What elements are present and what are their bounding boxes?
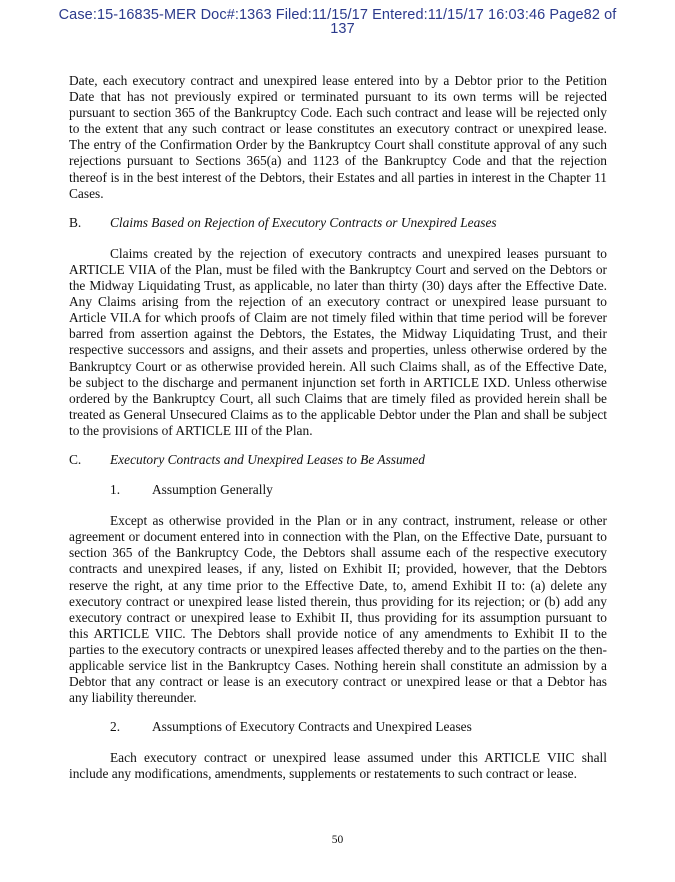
section-title-c: Executory Contracts and Unexpired Leases to Be Assumed <box>110 451 425 467</box>
section-letter-c: C. <box>69 451 82 467</box>
case-header-line2: 137 <box>330 21 355 37</box>
case-header-line1: Case:15-16835-MER Doc#:1363 Filed:11/15/17 Entered:11/15/17 16:03:46 Page82 of <box>58 7 617 23</box>
paragraph-assumption-generally: Except as otherwise provided in the Plan or in any contract, instrument, release or other agreement or document entered into in connection with the Plan, on the Effective Date, pursuant to section 365 of the Bankruptcy Code, the Debtors shall assume each of the respective executory contracts and unexpired leases, if any, listed on Exhibit II; provided, however, that the Debtors reserve the right, at any time prior to the Effective Date, to, amend Exhibit II to: (a) delete any executory contract or unexpired lease listed therein, thus providing for its rejection; or (b) add any executory contract or unexpired lease to Exhibit II, thus providing for its assumption pursuant to this ARTICLE VIIC. The Debtors shall provide notice of any amendments to Exhibit II to the parties to the executory contracts or unexpired leases affected thereby and to the parties on the then-applicable service list in the Bankruptcy Cases. Nothing herein shall constitute an admission by a Debtor that any contract or lease is an executory contract or unexpired lease or that a Debtor has any liability thereunder. <box>69 513 607 706</box>
paragraph-assumptions-modifications: Each executory contract or unexpired lease assumed under this ARTICLE VIIC shall include any modifications, amendments, supplements or restatements to such contract or lease. <box>69 750 607 782</box>
document-body <box>69 73 607 783</box>
paragraph-rejection-claims: Claims created by the rejection of executory contracts and unexpired leases pursuant to ARTICLE VIIA of the Plan, must be filed with the Bankruptcy Court and served on the Debtors or the Midway Liquidating Trust, as applicable, no later than thirty (30) days after the Effective Date. Any Claims arising from the rejection of an executory contract or unexpired lease pursuant to Article VII.A for which proofs of Claim are not timely filed within that time period will be forever barred from assertion against the Debtors, the Estates, the Midway Liquidating Trust, and their respective successors and assigns, and their assets and properties, unless otherwise ordered by the Bankruptcy Court or as otherwise provided herein. All such Claims shall, as of the Effective Date, be subject to the discharge and permanent injunction set forth in ARTICLE IXD. Unless otherwise ordered by the Bankruptcy Court, all such Claims that are timely filed as provided herein shall be treated as General Unsecured Claims as to the applicable Debtor under the Plan and shall be subject to the provisions of ARTICLE III of the Plan. <box>69 245 607 438</box>
section-title-b: Claims Based on Rejection of Executory Contracts or Unexpired Leases <box>110 214 497 230</box>
subsection-title-2: Assumptions of Executory Contracts and Unexpired Leases <box>152 719 472 735</box>
subsection-heading-1 <box>69 482 607 498</box>
case-header <box>0 8 675 36</box>
page-number: 50 <box>331 834 344 846</box>
section-heading-c <box>69 452 607 468</box>
subsection-title-1: Assumption Generally <box>152 482 273 498</box>
section-letter-b: B. <box>69 214 82 230</box>
subsection-heading-2 <box>69 719 607 735</box>
section-heading-b <box>69 215 607 231</box>
subsection-number-1: 1. <box>110 482 121 498</box>
paragraph-rejection-continued: Date, each executory contract and unexpired lease entered into by a Debtor prior to the Petition Date that has not previously expired or terminated pursuant to its own terms will be rejected pursuant to section 365 of the Bankruptcy Code. Each such contract and lease will be rejected only to the extent that any such contract or lease constitutes an executory contract or unexpired lease. The entry of the Confirmation Order by the Bankruptcy Court shall constitute approval of any such rejections pursuant to Sections 365(a) and 1123 of the Bankruptcy Code and that the rejection thereof is in the best interest of the Debtors, their Estates and all parties in interest in the Chapter 11 Cases. <box>69 73 607 201</box>
subsection-number-2: 2. <box>110 719 121 735</box>
